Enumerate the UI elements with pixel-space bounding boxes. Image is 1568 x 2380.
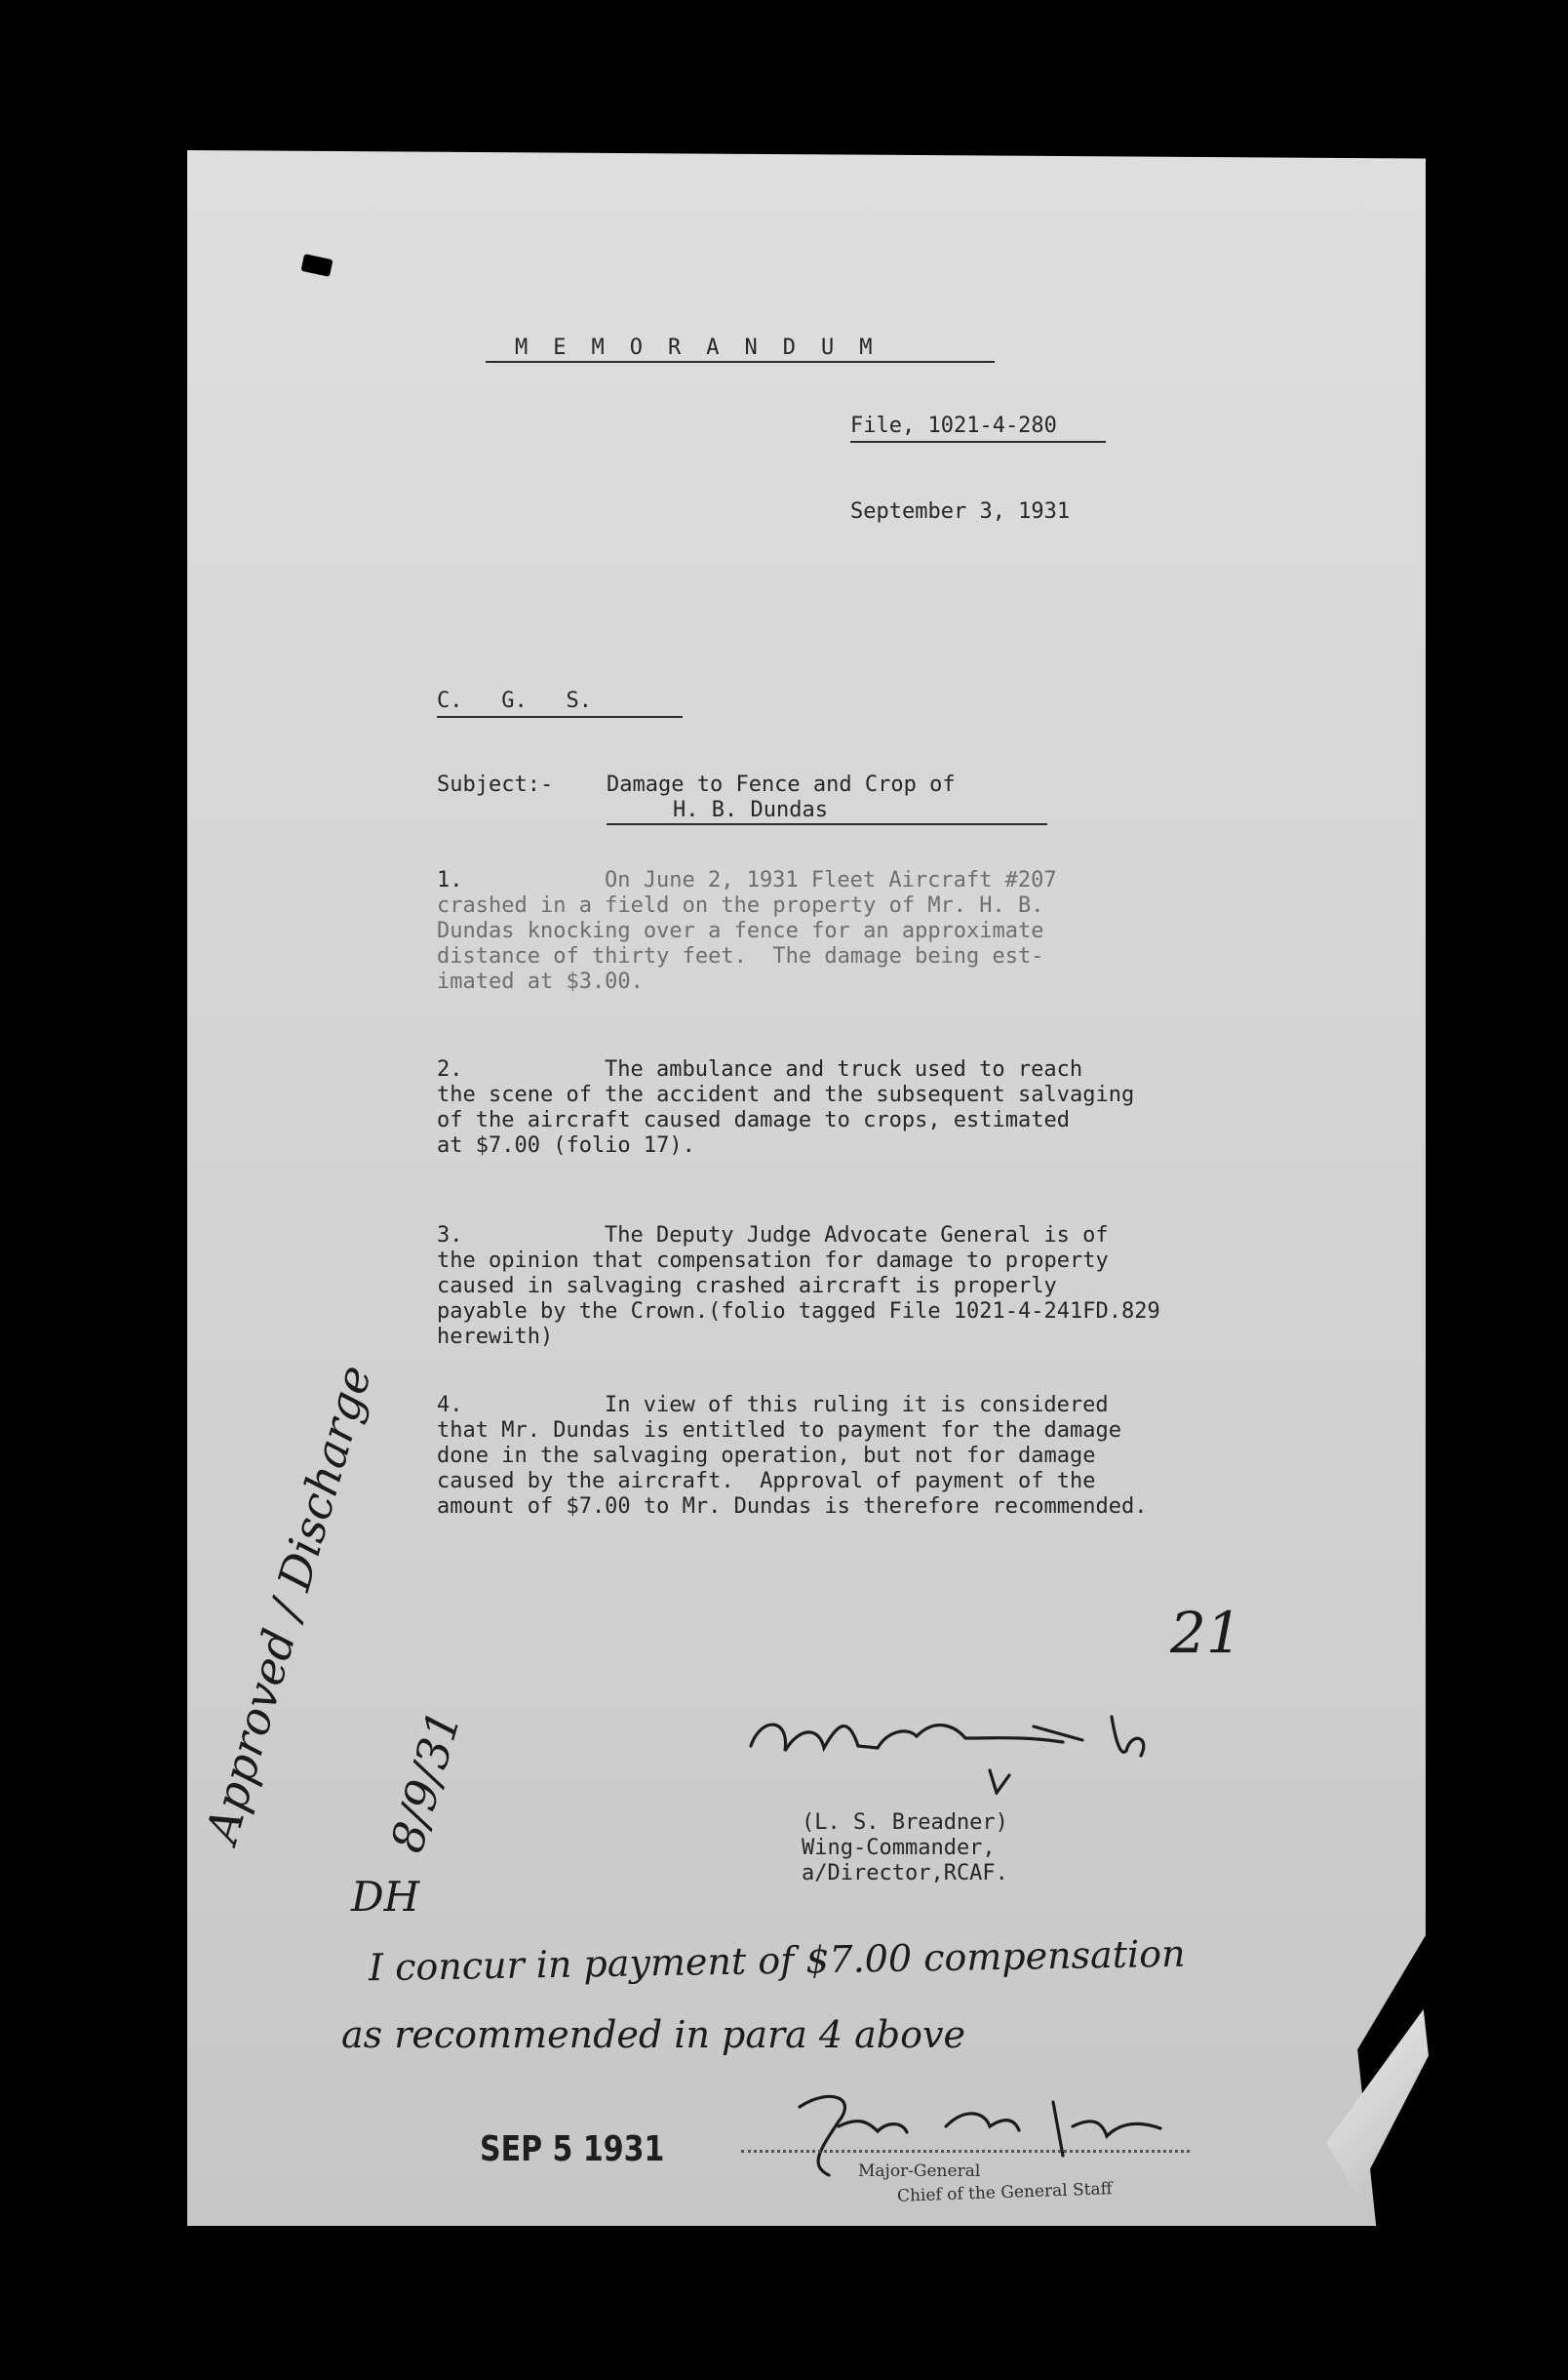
paragraph-2-line: of the aircraft caused damage to crops, estimated <box>437 1108 1071 1132</box>
paragraph-3-line: the opinion that compensation for damage to property <box>437 1249 1109 1273</box>
paragraph-4-line: caused by the aircraft. Approval of payment of the <box>437 1469 1096 1493</box>
paragraph-3-number: 3. <box>437 1223 463 1248</box>
paragraph-1-line: On June 2, 1931 Fleet Aircraft #207 <box>605 868 1057 892</box>
paragraph-4-line: that Mr. Dundas is entitled to payment for the damage <box>437 1418 1121 1443</box>
subject-label: Subject:- <box>437 773 554 797</box>
paragraph-1-line: Dundas knocking over a fence for an approximate <box>437 919 1044 943</box>
paragraph-3-line: herewith) <box>437 1325 554 1349</box>
paragraph-1-number: 1. <box>437 868 463 892</box>
file-reference: File, 1021-4-280 <box>850 414 1057 438</box>
subject-line-2: H. B. Dundas <box>673 798 828 822</box>
paragraph-3-line: caused in salvaging crashed aircraft is properly <box>437 1274 1057 1298</box>
paragraph-3-line: The Deputy Judge Advocate General is of <box>605 1223 1109 1248</box>
file-underline <box>850 441 1106 443</box>
addressee: C. G. S. <box>437 689 592 713</box>
subject-underline <box>607 823 1047 825</box>
signatory-rank: Wing-Commander, <box>802 1836 996 1860</box>
paragraph-1-line: imated at $3.00. <box>437 970 644 994</box>
signature-dotted-line <box>741 2150 1190 2153</box>
paragraph-4-number: 4. <box>437 1393 463 1417</box>
memo-title: MEMORANDUM <box>515 336 898 360</box>
paragraph-3-line: payable by the Crown.(folio tagged File 1021-4-241FD.829 <box>437 1299 1160 1324</box>
addressee-underline <box>437 716 683 718</box>
paragraph-2-number: 2. <box>437 1057 463 1082</box>
paragraph-4-line: In view of this ruling it is considered <box>605 1393 1109 1417</box>
signatory-position: a/Director,RCAF. <box>802 1861 1008 1885</box>
concur-note-line-2: as recommended in para 4 above <box>341 2013 965 2056</box>
title-underline <box>486 361 995 363</box>
memo-date: September 3, 1931 <box>850 499 1071 524</box>
folio-number-handwritten: 21 <box>1170 1600 1242 1666</box>
received-date-stamp: SEP 5 1931 <box>480 2128 665 2170</box>
paragraph-4-line: amount of $7.00 to Mr. Dundas is therefore recommended. <box>437 1494 1148 1519</box>
footer-title: Chief of the General Staff <box>896 2179 1114 2206</box>
paragraph-4-line: done in the salvaging operation, but not for damage <box>437 1444 1096 1468</box>
cgs-signature <box>770 2068 1199 2185</box>
paragraph-2-line: The ambulance and truck used to reach <box>605 1057 1083 1082</box>
breadner-signature <box>741 1678 1326 1795</box>
handwritten-initials: DH <box>351 1873 420 1921</box>
margin-approval-date: 8/9/31 <box>380 1704 471 1858</box>
paragraph-1-line: crashed in a field on the property of Mr. H. B. <box>437 893 1044 918</box>
subject-line-1: Damage to Fence and Crop of <box>607 773 956 797</box>
concur-note-line-1: I concur in payment of $7.00 compensation <box>368 1931 1186 1990</box>
margin-approval-note: Approved / Discharge <box>195 1359 382 1848</box>
footer-rank: Major-General <box>858 2162 981 2181</box>
paragraph-2-line: the scene of the accident and the subsequent salvaging <box>437 1083 1135 1107</box>
paragraph-1-line: distance of thirty feet. The damage being est- <box>437 944 1044 969</box>
signatory-name: (L. S. Breadner) <box>802 1810 1008 1835</box>
paragraph-2-line: at $7.00 (folio 17). <box>437 1133 695 1158</box>
